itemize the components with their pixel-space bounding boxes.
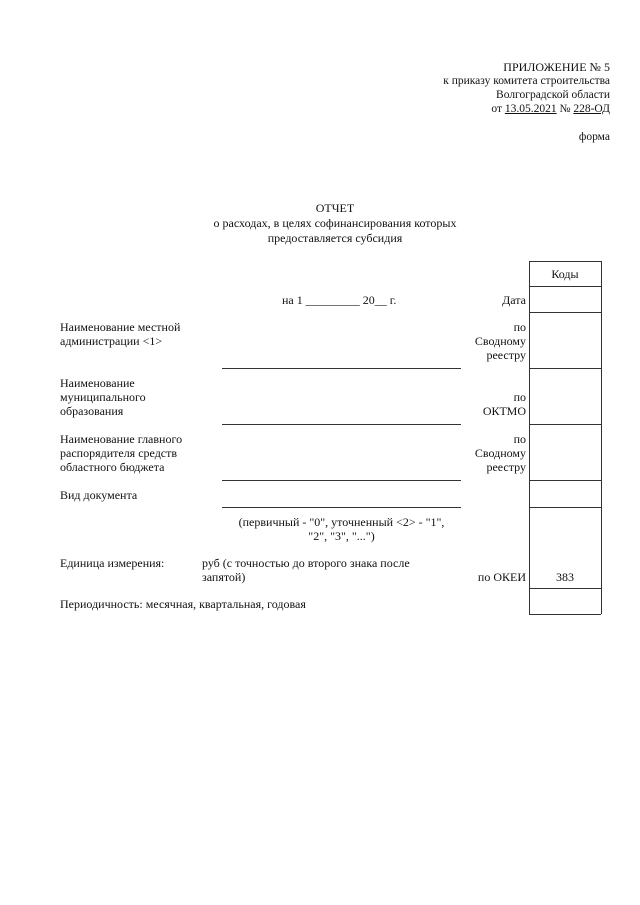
order-prefix: от	[491, 103, 505, 115]
report-date: на 1 _________ 20__ г.	[282, 293, 397, 307]
field-line-local-admin	[222, 368, 461, 369]
field-line-municipality	[222, 424, 461, 425]
order-date-line	[491, 102, 610, 116]
code-label-consolidated-1: по Сводному реестру	[474, 320, 526, 362]
report-subtitle-2: предоставляется субсидия	[267, 231, 403, 245]
appendix-title: ПРИЛОЖЕНИЕ № 5	[503, 60, 610, 74]
row-label-doc-type: Вид документа	[60, 488, 138, 502]
okei-label: по ОКЕИ	[477, 570, 526, 584]
row-label-main-manager: Наименование главного распорядителя средств областного бюджета	[60, 432, 183, 474]
codes-header: Коды	[551, 267, 579, 281]
row-label-municipality: Наименование муниципального образования	[60, 376, 146, 418]
unit-label: Единица измерения:	[60, 556, 165, 570]
order-number: 228-ОД	[573, 103, 610, 115]
periodicity: Периодичность: месячная, квартальная, годовая	[60, 597, 306, 611]
field-line-main-manager	[222, 480, 461, 481]
form-label: форма	[578, 131, 610, 143]
code-label-oktmo: по ОКТМО	[482, 390, 526, 418]
unit-value: руб (с точностью до второго знака после запятой)	[202, 556, 410, 584]
order-mid: №	[556, 103, 574, 115]
date-code-label: Дата	[502, 293, 526, 307]
order-line-2: Волгоградской области	[496, 89, 610, 101]
order-date: 13.05.2021	[504, 103, 557, 115]
code-label-consolidated-2: по Сводному реестру	[474, 432, 526, 474]
field-line-doc-type	[222, 507, 461, 508]
doc-type-hint: (первичный - "0", уточненный <2> - "1", "2", "3", "...")	[238, 515, 445, 543]
report-subtitle-1: о расходах, в целях софинансирования которых	[213, 216, 457, 230]
order-line-1: к приказу комитета строительства	[443, 75, 610, 87]
report-title: ОТЧЕТ	[315, 201, 355, 215]
row-label-local-admin: Наименование местной администрации <1>	[60, 320, 181, 348]
okei-code: 383	[556, 570, 574, 584]
